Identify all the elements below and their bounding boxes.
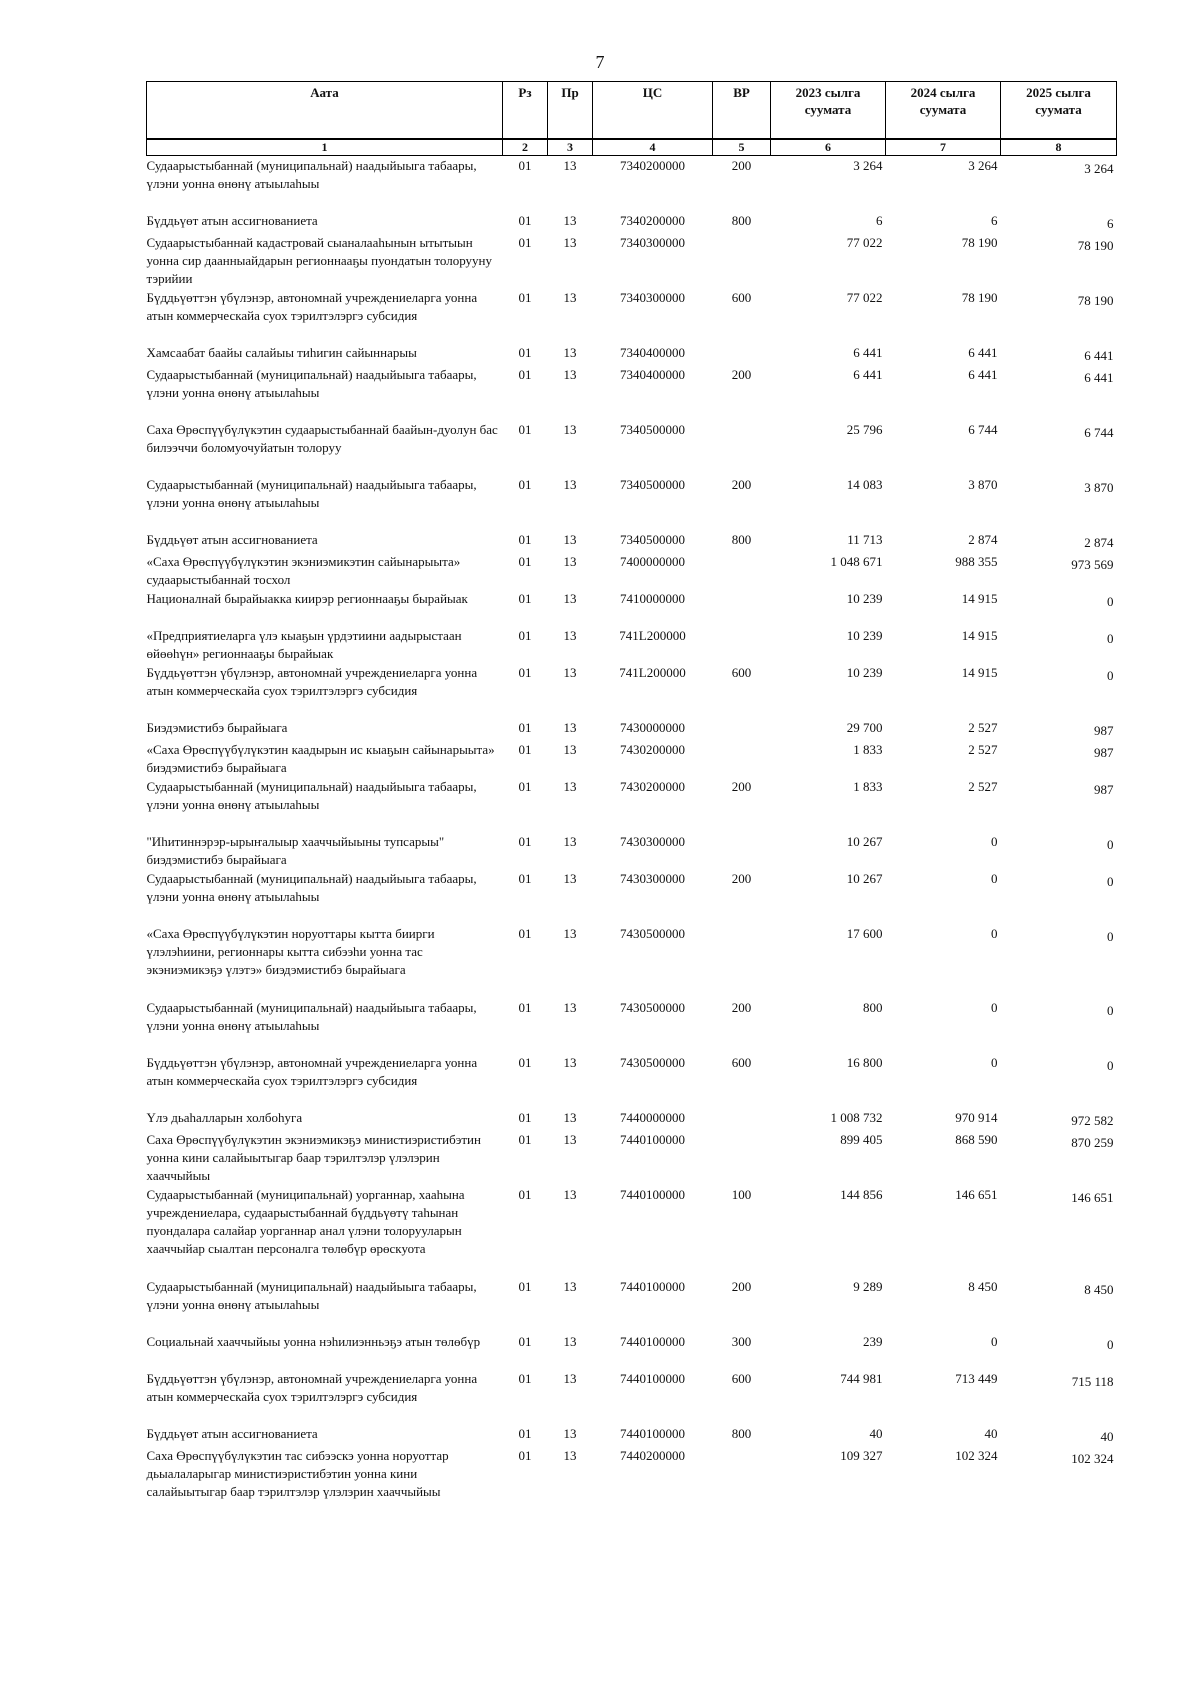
row-pr: 13 xyxy=(563,1131,577,1147)
row-2024: 713 449 xyxy=(955,1370,998,1386)
row-2024: 14 915 xyxy=(961,664,998,680)
row-cs: 7340300000 xyxy=(620,289,685,305)
row-vr: 800 xyxy=(731,531,752,547)
row-name: Бүддьүөт атын ассигнованиета xyxy=(146,212,318,228)
row-vr: 600 xyxy=(731,1370,752,1386)
row-2024: 2 874 xyxy=(968,531,998,547)
header-pr: Пр xyxy=(548,82,593,140)
row-pr: 13 xyxy=(563,1333,577,1349)
row-pr: 13 xyxy=(563,870,577,886)
row-2024: 0 xyxy=(991,1054,998,1070)
row-2025: 0 xyxy=(1107,1057,1114,1073)
row-2024: 146 651 xyxy=(955,1186,998,1202)
row-name: Судаарыстыбаннай (муниципальнай) наадыйыыга табаары, үлэни уонна өнөнү атыылаһыы xyxy=(146,999,477,1033)
row-2023: 239 xyxy=(863,1333,883,1349)
row-2024: 2 527 xyxy=(968,778,998,794)
row-vr xyxy=(713,552,771,589)
header-2023: 2023 сылга суумата xyxy=(771,82,886,140)
row-2024: 14 915 xyxy=(961,627,998,643)
row-2023: 1 048 671 xyxy=(830,553,883,569)
row-2025: 0 xyxy=(1107,836,1114,852)
row-2025: 715 118 xyxy=(1071,1373,1114,1389)
row-cs: 7410000000 xyxy=(620,590,685,606)
row-vr xyxy=(713,924,771,998)
row-vr: 300 xyxy=(731,1333,752,1349)
table-row xyxy=(147,869,1117,924)
row-vr xyxy=(713,1130,771,1185)
row-2025: 3 870 xyxy=(1084,479,1114,495)
table-row xyxy=(147,288,1117,343)
row-name: "Иһитиннэрэр-ырыҥалыыр хааччыйыыны тупсарыы" биэдэмистибэ бырайыага xyxy=(146,833,445,867)
row-rz: 01 xyxy=(518,476,532,492)
row-rz: 01 xyxy=(518,531,532,547)
row-rz: 01 xyxy=(518,158,532,173)
row-rz: 01 xyxy=(518,664,532,680)
row-2025: 102 324 xyxy=(1071,1450,1114,1466)
row-2025: 987 xyxy=(1094,781,1114,797)
row-name: Бүддьүөттэн үбүлэнэр, автономнай учреждениеларга уонна атын коммерческайа суох тэрилтэлэргэ субсидия xyxy=(146,664,478,698)
row-2023: 11 713 xyxy=(847,531,883,547)
row-2024: 6 xyxy=(991,212,998,228)
row-2023: 10 239 xyxy=(846,664,883,680)
row-2023: 25 796 xyxy=(846,421,883,437)
row-name: Саха Өрөспүүбүлүкэтин судаарыстыбаннай баайын-дуолун бас билээччи боломуочуйатын толоруу xyxy=(146,421,498,455)
row-2023: 6 xyxy=(876,212,883,228)
row-pr: 13 xyxy=(563,999,577,1015)
table-row xyxy=(147,718,1117,740)
row-vr xyxy=(713,1108,771,1130)
row-pr: 13 xyxy=(563,158,577,173)
row-2024: 3 264 xyxy=(968,158,998,173)
row-name: Биэдэмистибэ бырайыага xyxy=(146,719,288,735)
row-2024: 78 190 xyxy=(961,289,998,305)
row-pr: 13 xyxy=(563,925,577,941)
table-row xyxy=(147,832,1117,869)
row-2025: 78 190 xyxy=(1077,292,1114,308)
header-2025: 2025 сылга суумата xyxy=(1001,82,1117,140)
row-cs: 7430500000 xyxy=(620,1054,685,1070)
row-2023: 16 800 xyxy=(846,1054,883,1070)
row-rz: 01 xyxy=(518,999,532,1015)
table-row xyxy=(147,1185,1117,1277)
row-2024: 0 xyxy=(991,870,998,886)
page-number: 7 xyxy=(595,52,605,72)
table-row xyxy=(147,1053,1117,1108)
column-number: 5 xyxy=(713,139,771,156)
row-rz: 01 xyxy=(518,741,532,757)
row-pr: 13 xyxy=(563,590,577,606)
row-2025: 0 xyxy=(1107,1002,1114,1018)
row-2024: 6 441 xyxy=(968,366,998,382)
row-name: Судаарыстыбаннай (муниципальнай) наадыйыыга табаары, үлэни уонна өнөнү атыылаһыы xyxy=(146,1278,477,1312)
row-2024: 0 xyxy=(991,999,998,1015)
row-name: «Саха Өрөспүүбүлүкэтин норуоттары кытта биирги үлэлэһиини, регионнары кытта сибээһи уонна тас экэниэмикэҕэ үлэтэ» биэдэмистибэ бырайыага xyxy=(146,925,435,977)
row-name: Судаарыстыбаннай (муниципальнай) наадыйыыга табаары, үлэни уонна өнөнү атыылаһыы xyxy=(146,476,477,510)
row-2023: 9 289 xyxy=(853,1278,883,1294)
row-cs: 7340500000 xyxy=(620,531,685,547)
row-2023: 6 441 xyxy=(853,344,883,360)
row-cs: 7430500000 xyxy=(620,999,685,1015)
row-2025: 8 450 xyxy=(1084,1281,1114,1297)
row-2025: 987 xyxy=(1094,722,1114,738)
table-row xyxy=(147,420,1117,475)
row-2024: 6 441 xyxy=(968,344,998,360)
row-2023: 40 xyxy=(869,1425,883,1441)
row-vr: 200 xyxy=(731,476,752,492)
row-2024: 102 324 xyxy=(955,1447,998,1463)
row-name: Бүддьүөттэн үбүлэнэр, автономнай учреждениеларга уонна атын коммерческайа суох тэрилтэлэргэ субсидия xyxy=(146,1370,478,1404)
row-2025: 870 259 xyxy=(1071,1134,1114,1150)
row-2023: 1 833 xyxy=(853,741,883,757)
row-pr: 13 xyxy=(563,1425,577,1441)
row-rz: 01 xyxy=(518,212,532,228)
row-rz: 01 xyxy=(518,1186,532,1202)
table-row xyxy=(147,998,1117,1053)
row-cs: 7430500000 xyxy=(620,925,685,941)
row-2025: 0 xyxy=(1107,873,1114,889)
row-rz: 01 xyxy=(518,289,532,305)
row-2023: 17 600 xyxy=(846,925,883,941)
row-pr: 13 xyxy=(563,1447,577,1463)
table-row xyxy=(147,365,1117,420)
header-name: Аата xyxy=(147,82,503,140)
row-vr: 200 xyxy=(731,778,752,794)
row-name: Бүддьүөт атын ассигнованиета xyxy=(146,1425,318,1441)
column-number: 3 xyxy=(548,139,593,156)
table-row xyxy=(147,1130,1117,1185)
row-vr: 200 xyxy=(731,870,752,886)
row-2025: 987 xyxy=(1094,744,1114,760)
row-rz: 01 xyxy=(518,925,532,941)
row-2023: 10 239 xyxy=(846,590,883,606)
row-name: Социальнай хааччыйыы уонна нэһилиэнньэҕэ атын төлөбүр xyxy=(146,1333,481,1349)
row-pr: 13 xyxy=(563,344,577,360)
row-pr: 13 xyxy=(563,1370,577,1386)
header-rz: Рз xyxy=(503,82,548,140)
row-rz: 01 xyxy=(518,1054,532,1070)
header-row xyxy=(147,82,1117,140)
row-2024: 2 527 xyxy=(968,719,998,735)
row-name: Бүддьүөт атын ассигнованиета xyxy=(146,531,318,547)
row-name: Судаарыстыбаннай (муниципальнай) наадыйыыга табаары, үлэни уонна өнөнү атыылаһыы xyxy=(146,158,477,191)
row-cs: 7340500000 xyxy=(620,476,685,492)
row-vr: 600 xyxy=(731,289,752,305)
header-2024: 2024 сылга суумата xyxy=(886,82,1001,140)
row-2023: 14 083 xyxy=(846,476,883,492)
row-cs: 7440100000 xyxy=(620,1333,685,1349)
row-cs: 7440000000 xyxy=(620,1109,685,1125)
row-2023: 109 327 xyxy=(840,1447,883,1463)
row-name: Судаарыстыбаннай (муниципальнай) уорганнар, хааһына учреждениелара, судаарыстыбаннай бүддьүөтү таһынан пуондалара салайар уорганнар анал үлэни толорууларын хааччыйар сыалтан персоналга төлөбүр өрөскуота xyxy=(146,1186,465,1256)
row-rz: 01 xyxy=(518,366,532,382)
table-row xyxy=(147,1277,1117,1332)
row-2025: 0 xyxy=(1107,667,1114,683)
row-rz: 01 xyxy=(518,833,532,849)
table-row xyxy=(147,1446,1117,1501)
row-vr: 200 xyxy=(731,158,752,173)
row-2023: 77 022 xyxy=(846,289,883,305)
table-row xyxy=(147,343,1117,365)
row-2025: 40 xyxy=(1100,1428,1114,1444)
row-vr: 800 xyxy=(731,1425,752,1441)
table-row xyxy=(147,475,1117,530)
column-number: 2 xyxy=(503,139,548,156)
row-pr: 13 xyxy=(563,778,577,794)
row-2023: 3 264 xyxy=(853,158,883,173)
table-row xyxy=(147,552,1117,589)
table-row xyxy=(147,233,1117,288)
row-cs: 7430200000 xyxy=(620,778,685,794)
row-name: Судаарыстыбаннай (муниципальнай) наадыйыыга табаары, үлэни уонна өнөнү атыылаһыы xyxy=(146,366,477,400)
row-2024: 78 190 xyxy=(961,234,998,250)
row-name: Хамсаабат баайы салайыы тиһигин сайыннарыы xyxy=(146,344,417,360)
row-2025: 146 651 xyxy=(1071,1189,1114,1205)
row-2024: 14 915 xyxy=(961,590,998,606)
row-name: Саха Өрөспүүбүлүкэтин экэниэмикэҕэ министиэристибэтин уонна кини салайыытыгар баар тэрилтэлэр үлэлэрин хааччыйыы xyxy=(146,1131,481,1183)
row-cs: 7400000000 xyxy=(620,553,685,569)
row-2023: 29 700 xyxy=(846,719,883,735)
table-row xyxy=(147,740,1117,777)
row-pr: 13 xyxy=(563,833,577,849)
header-vr: ВР xyxy=(713,82,771,140)
row-2024: 0 xyxy=(991,925,998,941)
row-vr: 200 xyxy=(731,366,752,382)
row-2024: 0 xyxy=(991,1333,998,1349)
table-body xyxy=(147,156,1117,1501)
row-2023: 744 981 xyxy=(840,1370,883,1386)
row-pr: 13 xyxy=(563,553,577,569)
row-cs: 741L200000 xyxy=(619,627,686,643)
table-row xyxy=(147,626,1117,663)
row-rz: 01 xyxy=(518,1131,532,1147)
row-pr: 13 xyxy=(563,234,577,250)
row-rz: 01 xyxy=(518,234,532,250)
row-rz: 01 xyxy=(518,870,532,886)
row-2024: 0 xyxy=(991,833,998,849)
row-cs: 7340200000 xyxy=(620,212,685,228)
row-name: «Предприятиеларга үлэ кыаҕын үрдэтиини аадырыстаан өйөөһүн» регионнааҕы бырайыак xyxy=(146,627,462,661)
row-vr: 100 xyxy=(731,1186,752,1202)
column-number: 1 xyxy=(147,139,503,156)
row-cs: 7340500000 xyxy=(620,421,685,437)
row-vr: 600 xyxy=(731,664,752,680)
row-pr: 13 xyxy=(563,212,577,228)
row-name: Судаарыстыбаннай кадастровай сыаналааһынын ытытыын уонна сир даанныайдарын регионнааҕы пуондатын толорууну тэрийии xyxy=(146,234,493,286)
row-vr: 800 xyxy=(731,212,752,228)
row-vr xyxy=(713,420,771,475)
row-2023: 10 267 xyxy=(846,833,883,849)
table-row xyxy=(147,924,1117,998)
column-number: 4 xyxy=(593,139,713,156)
row-rz: 01 xyxy=(518,627,532,643)
row-pr: 13 xyxy=(563,664,577,680)
row-2023: 899 405 xyxy=(840,1131,883,1147)
row-pr: 13 xyxy=(563,1186,577,1202)
row-rz: 01 xyxy=(518,344,532,360)
row-vr xyxy=(713,740,771,777)
row-cs: 7440100000 xyxy=(620,1370,685,1386)
table-row xyxy=(147,1369,1117,1424)
row-rz: 01 xyxy=(518,1278,532,1294)
row-rz: 01 xyxy=(518,1425,532,1441)
row-pr: 13 xyxy=(563,1278,577,1294)
row-vr: 600 xyxy=(731,1054,752,1070)
row-2023: 144 856 xyxy=(840,1186,883,1202)
table-row xyxy=(147,1108,1117,1130)
table-row xyxy=(147,1424,1117,1446)
row-vr: 200 xyxy=(731,1278,752,1294)
row-2025: 972 582 xyxy=(1071,1112,1114,1128)
row-2024: 2 527 xyxy=(968,741,998,757)
row-name: «Саха Өрөспүүбүлүкэтин каадырын ис кыаҕын сайынарыыта» биэдэмистибэ бырайыага xyxy=(146,741,495,775)
row-pr: 13 xyxy=(563,1054,577,1070)
row-pr: 13 xyxy=(563,289,577,305)
row-2023: 10 267 xyxy=(846,870,883,886)
row-2025: 78 190 xyxy=(1077,237,1114,253)
row-2023: 6 441 xyxy=(853,366,883,382)
row-2025: 6 744 xyxy=(1084,424,1114,440)
row-vr xyxy=(713,832,771,869)
row-pr: 13 xyxy=(563,741,577,757)
row-name: Бүддьүөттэн үбүлэнэр, автономнай учреждениеларга уонна атын коммерческайа суох тэрилтэлэргэ субсидия xyxy=(146,289,478,323)
row-rz: 01 xyxy=(518,1447,532,1463)
row-cs: 7430300000 xyxy=(620,833,685,849)
table-row xyxy=(147,589,1117,626)
row-2025: 6 441 xyxy=(1084,369,1114,385)
row-name: Националнай бырайыакка киирэр регионнааҕы бырайыак xyxy=(146,590,468,606)
row-2023: 77 022 xyxy=(846,234,883,250)
row-2024: 8 450 xyxy=(968,1278,998,1294)
row-2024: 970 914 xyxy=(955,1109,998,1125)
column-number-row xyxy=(147,139,1117,156)
row-vr xyxy=(713,343,771,365)
row-cs: 7340400000 xyxy=(620,366,685,382)
row-2025: 973 569 xyxy=(1071,556,1114,572)
column-number: 6 xyxy=(771,139,886,156)
row-cs: 7430300000 xyxy=(620,870,685,886)
row-vr xyxy=(713,626,771,663)
row-vr xyxy=(713,718,771,740)
row-vr xyxy=(713,1446,771,1501)
row-2025: 0 xyxy=(1107,593,1114,609)
column-number: 7 xyxy=(886,139,1001,156)
row-cs: 7340400000 xyxy=(620,344,685,360)
row-name: Судаарыстыбаннай (муниципальнай) наадыйыыга табаары, үлэни уонна өнөнү атыылаһыы xyxy=(146,778,477,812)
row-rz: 01 xyxy=(518,1370,532,1386)
row-rz: 01 xyxy=(518,1109,532,1125)
row-2025: 0 xyxy=(1107,630,1114,646)
row-2024: 868 590 xyxy=(955,1131,998,1147)
row-2025: 2 874 xyxy=(1084,534,1114,550)
budget-table xyxy=(146,81,1117,1501)
row-2023: 10 239 xyxy=(846,627,883,643)
row-2023: 1 833 xyxy=(853,778,883,794)
row-2024: 988 355 xyxy=(955,553,998,569)
row-name: Саха Өрөспүүбүлүкэтин тас сибээскэ уонна норуоттар дьыалаларыгар министиэристибэтин уонна кини салайыытыгар баар тэрилтэлэр үлэлэрин хааччыйыы xyxy=(146,1447,449,1499)
row-rz: 01 xyxy=(518,778,532,794)
row-2025: 3 264 xyxy=(1084,161,1114,176)
header-cs: ЦС xyxy=(593,82,713,140)
row-cs: 7440100000 xyxy=(620,1278,685,1294)
row-cs: 7340200000 xyxy=(620,158,685,173)
table-row xyxy=(147,156,1117,211)
row-cs: 7430000000 xyxy=(620,719,685,735)
row-pr: 13 xyxy=(563,719,577,735)
row-pr: 13 xyxy=(563,627,577,643)
row-rz: 01 xyxy=(518,719,532,735)
row-name: Судаарыстыбаннай (муниципальнай) наадыйыыга табаары, үлэни уонна өнөнү атыылаһыы xyxy=(146,870,477,904)
row-2025: 6 xyxy=(1107,215,1114,231)
row-cs: 7440100000 xyxy=(620,1186,685,1202)
table-row xyxy=(147,663,1117,718)
row-cs: 7440100000 xyxy=(620,1131,685,1147)
row-rz: 01 xyxy=(518,421,532,437)
row-rz: 01 xyxy=(518,590,532,606)
row-2023: 1 008 732 xyxy=(830,1109,883,1125)
row-2023: 800 xyxy=(863,999,883,1015)
row-rz: 01 xyxy=(518,553,532,569)
table-row xyxy=(147,1332,1117,1369)
row-2024: 3 870 xyxy=(968,476,998,492)
table-row xyxy=(147,530,1117,552)
row-cs: 7430200000 xyxy=(620,741,685,757)
table-row xyxy=(147,211,1117,233)
column-number: 8 xyxy=(1001,139,1117,156)
row-2024: 40 xyxy=(984,1425,998,1441)
row-2025: 6 441 xyxy=(1084,347,1114,363)
row-2025: 0 xyxy=(1107,1336,1114,1352)
row-pr: 13 xyxy=(563,421,577,437)
row-2024: 6 744 xyxy=(968,421,998,437)
row-pr: 13 xyxy=(563,531,577,547)
row-pr: 13 xyxy=(563,1109,577,1125)
row-cs: 741L200000 xyxy=(619,664,686,680)
row-vr xyxy=(713,233,771,288)
row-vr: 200 xyxy=(731,999,752,1015)
row-2025: 0 xyxy=(1107,928,1114,944)
table-row xyxy=(147,777,1117,832)
row-pr: 13 xyxy=(563,366,577,382)
row-pr: 13 xyxy=(563,476,577,492)
row-rz: 01 xyxy=(518,1333,532,1349)
row-name: Бүддьүөттэн үбүлэнэр, автономнай учреждениеларга уонна атын коммерческайа суох тэрилтэлэргэ субсидия xyxy=(146,1054,478,1088)
row-name: «Саха Өрөспүүбүлүкэтин экэниэмикэтин сайынарыыта» судаарыстыбаннай тосхол xyxy=(146,553,461,587)
row-vr xyxy=(713,589,771,626)
row-name: Үлэ дьаһалларын холбоһуга xyxy=(146,1109,303,1125)
row-cs: 7440200000 xyxy=(620,1447,685,1463)
row-cs: 7340300000 xyxy=(620,234,685,250)
row-cs: 7440100000 xyxy=(620,1425,685,1441)
